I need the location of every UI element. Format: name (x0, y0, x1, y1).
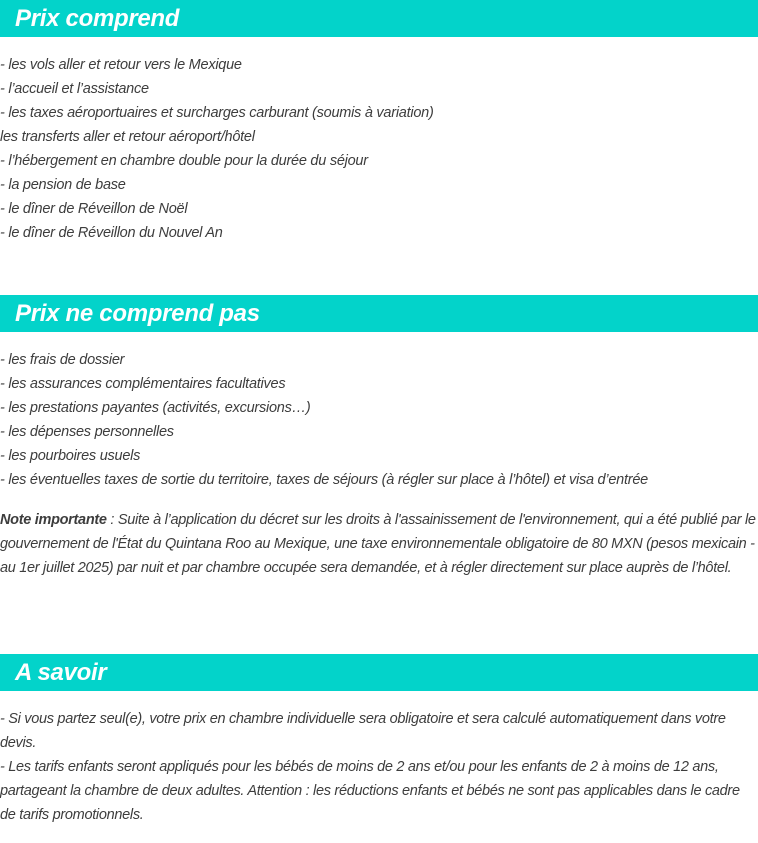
section-title: A savoir (15, 658, 107, 686)
info-paragraphs (0, 707, 758, 827)
list-item: - les éventuelles taxes de sortie du territoire, taxes de séjours (à régler sur place à l’hôtel) et visa d’entrée (0, 472, 648, 488)
section-title: Prix ne comprend pas (15, 299, 260, 327)
list-item: - les prestations payantes (activités, excursions…) (0, 400, 311, 416)
section-header (0, 654, 758, 691)
excluded-list (0, 348, 758, 492)
section-title: Prix comprend (15, 4, 180, 32)
list-item: - l’hébergement en chambre double pour la durée du séjour (0, 153, 368, 169)
list-item: - les taxes aéroportuaires et surcharges carburant (soumis à variation) (0, 105, 434, 121)
list-item: - l’accueil et l’assistance (0, 81, 149, 97)
info-paragraph: - Si vous partez seul(e), votre prix en chambre individuelle sera obligatoire et sera calculé automatiquement dans votre devis. (0, 711, 726, 751)
list-item: - la pension de base (0, 177, 126, 193)
list-item: - les pourboires usuels (0, 448, 141, 464)
section-header (0, 295, 758, 332)
section-header (0, 0, 758, 37)
list-item: les transferts aller et retour aéroport/hôtel (0, 129, 255, 145)
note-text: : Suite à l’application du décret sur les droits à l'assainissement de l'environnement, qui a été publié par le gouvernement de l'État du Quintana Roo au Mexique, une taxe environnementale obligatoire de 80 MXN (pesos mexicain - au 1er juillet 2025) par nuit et par chambre occupée sera demandée, et à régler directement sur place auprès de l’hôtel. (0, 512, 756, 576)
list-item: - le dîner de Réveillon de Noël (0, 201, 188, 217)
section-prix-comprend (0, 0, 758, 245)
list-item: - les frais de dossier (0, 352, 125, 368)
included-list (0, 53, 758, 245)
section-prix-ne-comprend-pas (0, 295, 758, 580)
list-item: - le dîner de Réveillon du Nouvel An (0, 225, 223, 241)
list-item: - les dépenses personnelles (0, 424, 174, 440)
section-a-savoir (0, 654, 758, 827)
list-item: - les assurances complémentaires facultatives (0, 376, 286, 392)
important-note (0, 508, 758, 580)
info-paragraph: - Les tarifs enfants seront appliqués pour les bébés de moins de 2 ans et/ou pour les enfants de 2 à moins de 12 ans, partageant la chambre de deux adultes. Attention : les réductions enfants et bébés ne sont pas applicables dans le cadre de tarifs promotionnels. (0, 759, 740, 823)
note-label: Note importante (0, 512, 107, 528)
list-item: - les vols aller et retour vers le Mexique (0, 57, 242, 73)
